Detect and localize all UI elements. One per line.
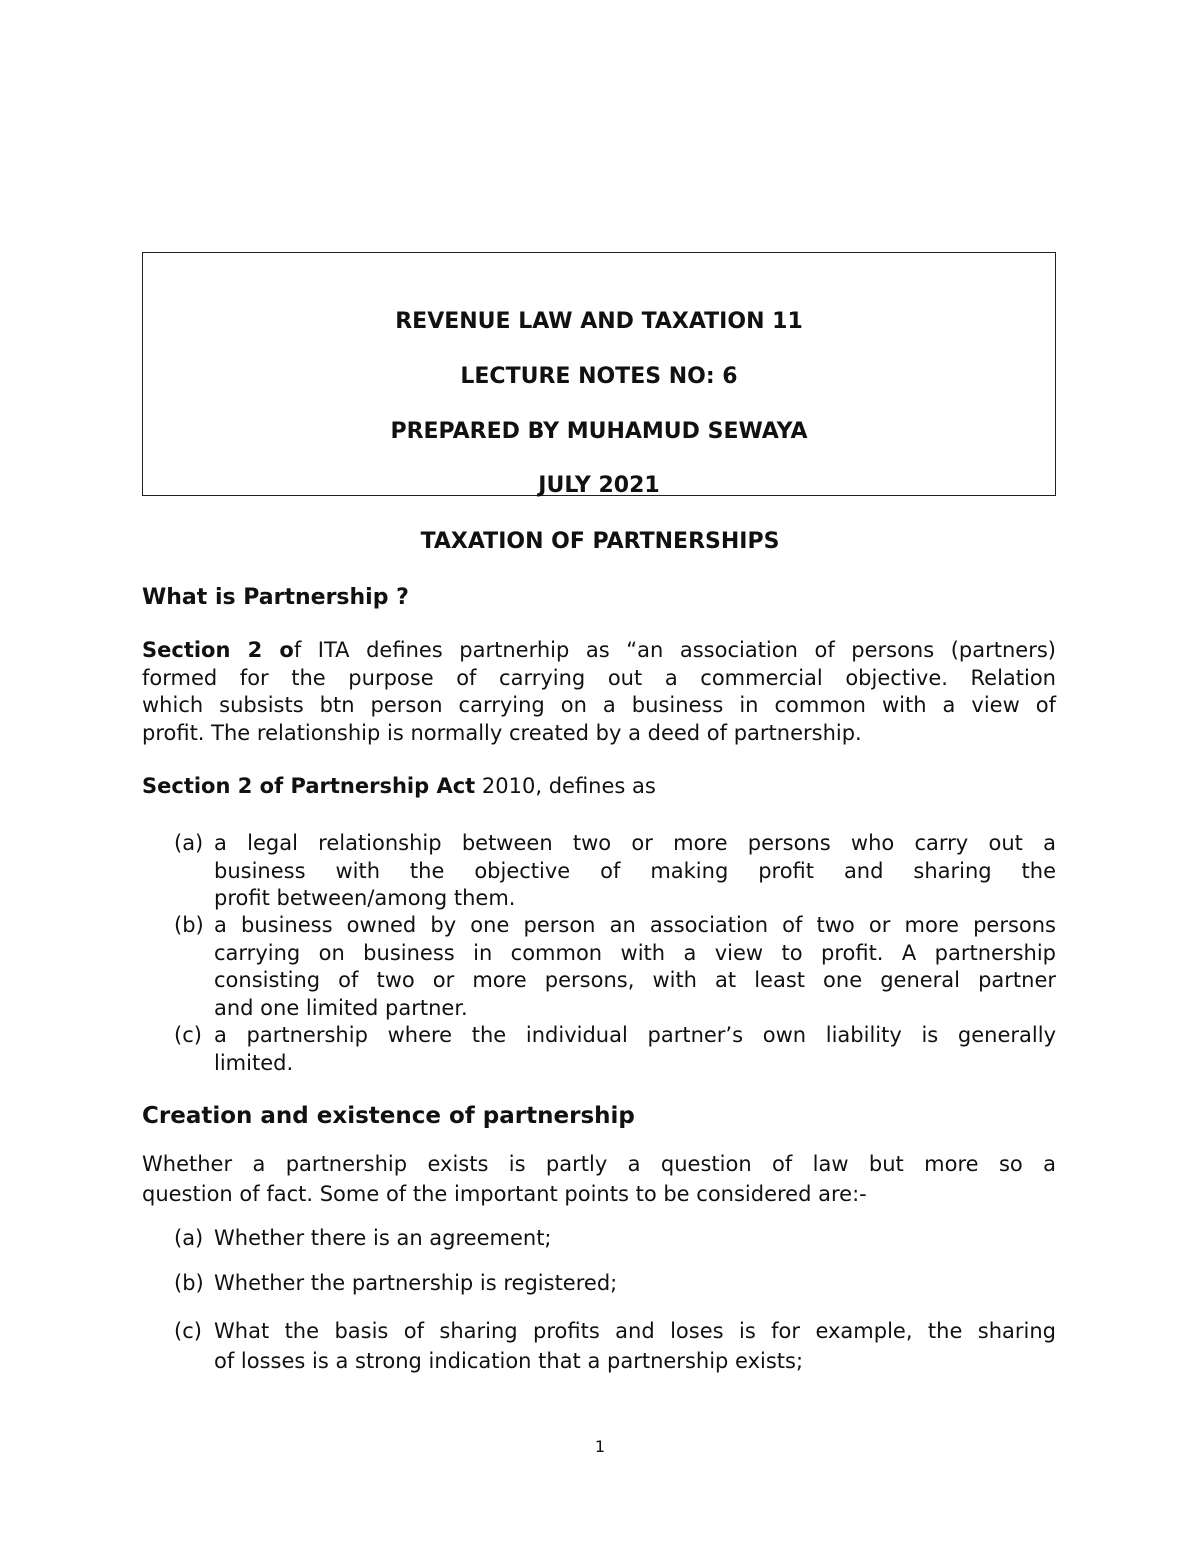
- creation-paragraph: Whether a partnership exists is partly a question of law but more so a question of fact. Some of the important points to be considered are:-: [142, 1152, 1056, 1206]
- paragraph-line: profit. The relationship is normally created by a deed of partnership.: [142, 720, 862, 745]
- list-marker: (a): [174, 1226, 204, 1250]
- title-box: [142, 252, 1056, 496]
- section-reference: Section 2 o: [142, 638, 294, 662]
- paragraph-line: which subsists btn person carrying on a business in common with a view of: [142, 693, 1056, 717]
- course-title: REVENUE LAW AND TAXATION 11: [395, 309, 803, 334]
- creation-heading: Creation and existence of partnership: [142, 1103, 635, 1129]
- date-line: JULY 2021: [538, 473, 660, 498]
- paragraph-line: Section 2 of ITA defines partnerhip as “an association of persons (partners): [142, 638, 1056, 662]
- main-title: TAXATION OF PARTNERSHIPS: [420, 529, 780, 554]
- list-marker: (a): [174, 831, 204, 855]
- section-reference: Section 2 of Partnership Act: [142, 774, 476, 798]
- page-number: 1: [594, 1437, 606, 1456]
- lecture-number: LECTURE NOTES NO: 6: [460, 364, 738, 389]
- question-heading: What is Partnership ?: [142, 585, 409, 610]
- list-marker: (b): [174, 913, 204, 937]
- partnership-act-intro: Section 2 of Partnership Act 2010, defines as: [142, 774, 656, 798]
- list-marker: (c): [174, 1319, 202, 1343]
- list-marker: (c): [174, 1023, 202, 1047]
- ita-definition-paragraph: [142, 637, 1056, 747]
- list-marker: (b): [174, 1271, 204, 1295]
- author-line: PREPARED BY MUHAMUD SEWAYA: [390, 419, 808, 444]
- paragraph-line: formed for the purpose of carrying out a commercial objective. Relation: [142, 665, 1056, 690]
